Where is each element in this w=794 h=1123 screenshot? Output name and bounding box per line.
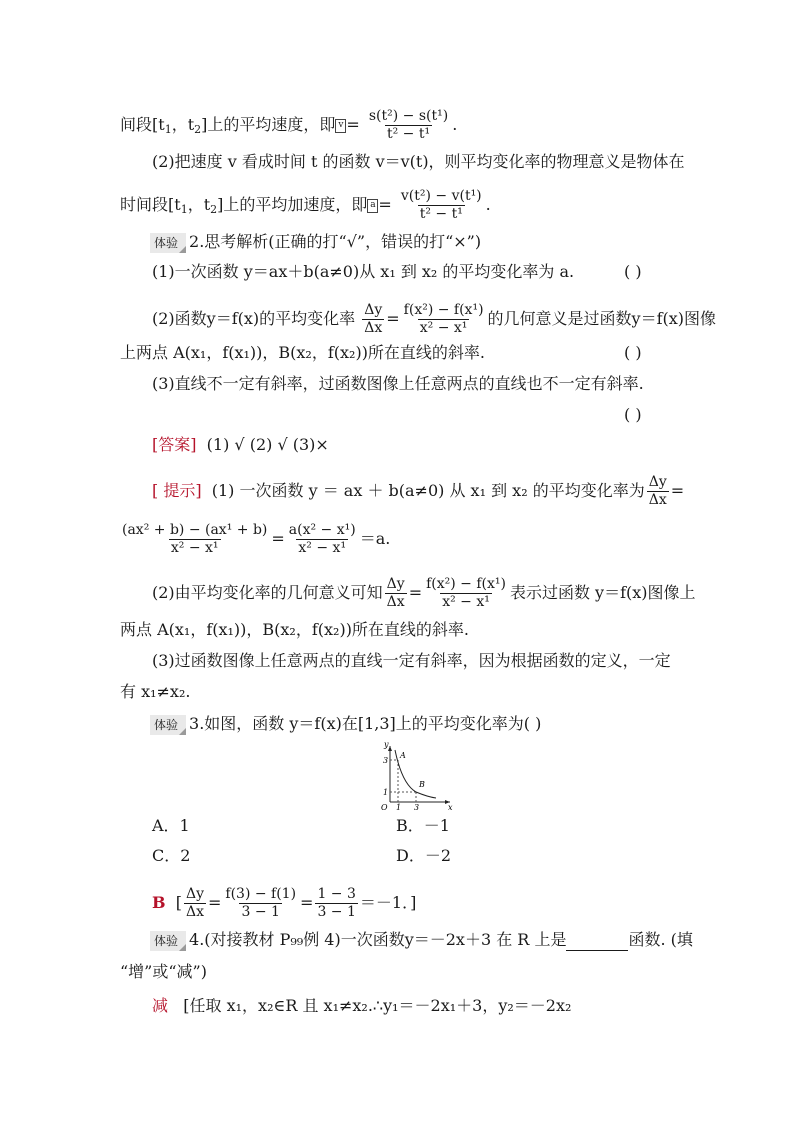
answer-paren: ( ): [624, 343, 642, 362]
text: 函数. (填: [628, 930, 693, 949]
denominator: 3 − 1: [241, 904, 280, 920]
answer-paren: ( ): [624, 405, 642, 424]
q2-s3: [152, 374, 644, 394]
fraction: [315, 886, 357, 921]
fraction: [223, 886, 298, 921]
option-a[interactable]: A．1: [152, 816, 190, 835]
fraction: [399, 188, 484, 223]
text: (2)由平均变化率的几何意义可知: [152, 583, 383, 602]
text: ，t: [187, 195, 211, 214]
text: 4.(对接教材 P₉₉例 4)一次函数y＝－2x＋3 在 R 上是: [189, 930, 567, 949]
text: 2.思考解析(正确的打“√”，错误的打“×”): [189, 232, 482, 251]
q3-explanation: B [ $\frac{\Delta y}{\Delta x}$ = $\frac{f(3) - f(1)}{3 - 1}$ = $\frac{1 - 3}{3 - 1}$ ＝－1．]: [152, 886, 417, 920]
q2-answer: [152, 435, 329, 455]
numerator: f(x²) − f(x¹): [403, 302, 484, 318]
denominator: Δx: [386, 594, 405, 610]
point-b-label: B: [419, 780, 425, 789]
fraction: [424, 576, 508, 611]
numerator: f(x²) − f(x¹): [426, 576, 506, 592]
numerator: s(t²) − s(t¹): [368, 108, 449, 124]
q2-hint1: [ 提示] (1) 一次函数 y ＝ ax ＋ b(a≠0) 从 x₁ 到 x₂ 的平均变化率为 $\frac{\Delta y}{\Delta x}$ =: [152, 474, 685, 508]
option-c[interactable]: C．2: [152, 846, 191, 865]
numerator: Δy: [386, 576, 405, 592]
text: ，t: [171, 115, 195, 134]
text: (1)一次函数 y＝ax＋b(a≠0)从 x₁ 到 x₂ 的平均变化率为 a.: [152, 262, 575, 281]
text: ＝a.: [359, 529, 391, 548]
exercise-badge: 体验: [150, 931, 186, 951]
numerator: 1 − 3: [317, 886, 356, 902]
y-tick-1: 1: [383, 788, 389, 797]
fraction: [647, 474, 669, 509]
fraction: [385, 576, 407, 611]
text: (1) √ (2) √ (3)×: [206, 435, 329, 454]
text: 间段[t: [120, 115, 165, 134]
text: (1) 一次函数 y ＝ ax ＋ b(a≠0) 从 x₁ 到 x₂ 的平均变化率为: [211, 481, 645, 500]
q2-s2: (2)函数y＝f(x)的平均变化率 $\frac{\Delta y}{\Delta x}$ = $\frac{\text{f(x²) − f(x¹)}}{\text{x² − x¹}}$ 的几何意义是过函数y＝f(x)图像: [152, 302, 717, 336]
denominator: Δx: [364, 320, 383, 336]
text: 上两点 A(x₁，f(x₁))，B(x₂，f(x₂))所在直线的斜率.: [120, 343, 486, 362]
exercise-badge: 体验: [150, 715, 186, 735]
text: 3.如图，函数 y＝f(x)在[1,3]上的平均变化率为( ): [189, 714, 542, 733]
denominator: Δx: [648, 492, 667, 508]
denominator: x² − x¹: [298, 540, 347, 556]
q2-hint4: [120, 620, 469, 640]
denominator: t² − t¹: [386, 126, 431, 142]
x-tick-1: 1: [396, 803, 402, 810]
text: 的几何意义是过函数y＝f(x)图像: [487, 309, 717, 328]
answer-label: [答案]: [152, 435, 197, 454]
numerator: Δy: [648, 474, 667, 490]
q2-hint5: [152, 651, 671, 671]
option-b[interactable]: B．－1: [396, 816, 450, 835]
box-icon: v: [335, 119, 346, 133]
fraction: [120, 522, 269, 557]
text: ]上的平均加速度，即: [217, 195, 368, 214]
point-a-label: A: [400, 751, 406, 760]
y-tick-3: 3: [383, 756, 389, 765]
q3-title: [150, 714, 541, 735]
box-icon: a: [367, 199, 378, 213]
fraction: [287, 522, 358, 557]
x-tick-3: 3: [414, 803, 420, 810]
hint-label: [ 提示]: [152, 481, 202, 500]
p2-line1: [152, 152, 685, 172]
y-axis-label: y: [384, 740, 389, 749]
p1-line: 间段[$t_1$，$t_2$]上的平均速度，即 v = $\frac{\text{s(t²) − s(t¹)}}{\text{t² − t¹}}$ .: [120, 108, 458, 142]
fraction: [362, 302, 384, 337]
q2-s1: [152, 262, 574, 282]
denominator: t² − t¹: [419, 206, 463, 222]
numerator: Δy: [364, 302, 383, 318]
numerator: v(t²) − v(t¹): [400, 188, 482, 204]
text: 有 x₁≠x₂.: [120, 682, 191, 701]
denominator: x² − x¹: [419, 320, 468, 336]
text: =: [346, 115, 360, 134]
text: ]上的平均速度，即: [201, 115, 336, 134]
q2-hint6: [120, 682, 190, 702]
text: ＝－1．]: [359, 893, 417, 912]
numerator: Δy: [185, 886, 204, 902]
origin-label: O: [381, 803, 388, 810]
denominator: Δx: [185, 904, 204, 920]
q4-line2: [120, 962, 207, 982]
denominator: x² − x¹: [442, 594, 490, 610]
fraction: [402, 302, 486, 337]
p2-line2: 时间段[$t_1$，$t_2$]上的平均加速度，即 a = $\frac{\text{v(t²) − v(t¹)}}{\text{t² − t¹}}$ .: [120, 188, 491, 222]
x-axis-label: x: [448, 803, 453, 810]
text: 时间段[t: [120, 195, 181, 214]
q2-hint2: $\frac{\text{(ax² + b) − (ax¹ + b)}}{\text{x² − x¹}}$ = $\frac{\text{a(x² − x¹)}}{\text{x² − x¹}}$ ＝a.: [122, 522, 391, 556]
text: (3)直线不一定有斜率，过函数图像上任意两点的直线也不一定有斜率.: [152, 374, 644, 393]
q2-s2c: [120, 343, 485, 363]
option-d[interactable]: D．－2: [396, 846, 452, 865]
text: “增”或“减”): [120, 962, 207, 981]
answer-letter: B: [152, 893, 166, 912]
fraction: [367, 108, 450, 143]
text: (2)函数y＝f(x)的平均变化率: [152, 309, 356, 328]
answer-paren: ( ): [624, 262, 642, 281]
exercise-badge: 体验: [150, 233, 186, 253]
text: (2)把速度 v 看成时间 t 的函数 v＝v(t)，则平均变化率的物理意义是物体在: [152, 152, 685, 171]
denominator: x² − x¹: [170, 540, 219, 556]
fill-blank[interactable]: [566, 934, 628, 951]
numerator: f(3) − f(1): [225, 886, 297, 902]
text: 两点 A(x₁，f(x₁))，B(x₂，f(x₂))所在直线的斜率.: [120, 620, 470, 639]
y-axis-arrow: [388, 746, 392, 751]
numerator: a(x² − x¹): [288, 522, 356, 538]
numerator: (ax² + b) − (ax¹ + b): [122, 522, 268, 538]
q4-solution: [152, 996, 571, 1016]
q4-line1: [150, 930, 693, 951]
answer-word: 减: [152, 996, 169, 1015]
denominator: 3 − 1: [317, 904, 356, 920]
q2-hint3: (2)由平均变化率的几何意义可知 $\frac{\Delta y}{\Delta x}$ = $\frac{\text{f(x²) − f(x¹)}}{\text{x² − x¹}}$ 表示过函数 y＝f(x)图像上: [152, 576, 696, 610]
text: (3)过函数图像上任意两点的直线一定有斜率，因为根据函数的定义，一定: [152, 651, 671, 670]
fraction: [184, 886, 206, 921]
text: 表示过函数 y＝f(x)图像上: [509, 583, 696, 602]
function-graph: [370, 740, 460, 810]
q2-title: [150, 232, 481, 253]
text: [任取 x₁，x₂∈R 且 x₁≠x₂.∴y₁＝－2x₁＋3，y₂＝－2x₂: [183, 996, 572, 1015]
text: [: [175, 893, 182, 912]
